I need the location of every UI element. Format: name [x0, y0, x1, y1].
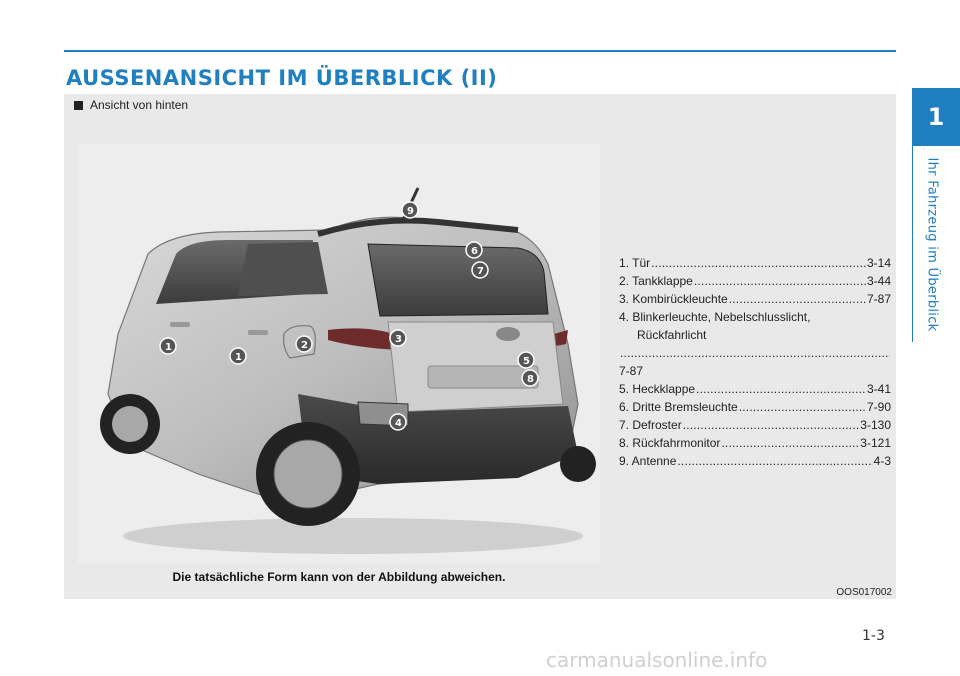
rear-rim [274, 440, 342, 508]
brand-emblem [496, 327, 520, 341]
legend-item: 9. Antenne ..... 4-3 [619, 452, 891, 470]
view-label-text: Ansicht von hinten [90, 98, 189, 112]
svg-text:4: 4 [395, 418, 402, 429]
legend-item: 7. Defroster ..... 3-130 [619, 416, 891, 434]
svg-text:9: 9 [407, 206, 414, 217]
callout-1b [230, 348, 246, 364]
rear-window [368, 244, 548, 316]
car-rear-illustration [78, 144, 600, 564]
callout-7 [472, 262, 488, 278]
callout-4 [390, 414, 406, 430]
legend-item: 3. Kombirückleuchte ..... 7-87 [619, 290, 891, 308]
svg-text:3: 3 [395, 334, 402, 345]
figure-caption: Die tatsächliche Form kann von der Abbildung abweichen. [172, 570, 506, 584]
callout-8 [522, 370, 538, 386]
callout-6 [466, 242, 482, 258]
callout-9 [402, 202, 418, 218]
svg-text:8: 8 [527, 374, 534, 385]
side-rule [912, 146, 913, 342]
svg-text:2: 2 [301, 340, 308, 351]
square-bullet-icon [74, 101, 83, 110]
side-window-rear [238, 242, 328, 296]
header-rule [64, 50, 896, 52]
page-number: 1-3 [862, 628, 885, 644]
view-label [74, 98, 188, 112]
svg-text:1: 1 [165, 342, 172, 353]
callout-1a [160, 338, 176, 354]
callout-5 [518, 352, 534, 368]
page-title: AUSSENANSICHT IM ÜBERBLICK (II) [66, 66, 498, 90]
image-code: OOS017002 [836, 587, 892, 598]
door-handle-front [170, 322, 190, 327]
legend-item: 4. Blinkerleuchte, Nebelschlusslicht, Rückfahrlicht ..... 7-87 [619, 308, 891, 380]
chapter-tab[interactable] [912, 88, 960, 146]
svg-text:6: 6 [471, 246, 478, 257]
svg-text:1: 1 [235, 352, 242, 363]
car-shadow [123, 518, 583, 554]
chapter-number: 1 [927, 103, 945, 131]
svg-text:5: 5 [523, 356, 530, 367]
legend-item: 6. Dritte Bremsleuchte ..... 7-90 [619, 398, 891, 416]
svg-text:7: 7 [477, 266, 484, 277]
chapter-title: Ihr Fahrzeug im Überblick [924, 157, 940, 331]
callout-3 [390, 330, 406, 346]
legend-item: 1. Tür ..... 3-14 [619, 254, 891, 272]
legend-item: 8. Rückfahrmonitor ..... 3-121 [619, 434, 891, 452]
legend-item: 5. Heckklappe ..... 3-41 [619, 380, 891, 398]
parts-legend [619, 254, 891, 470]
watermark: carmanualsonline.info [546, 648, 768, 672]
figure-panel [64, 94, 896, 599]
legend-item: 2. Tankklappe ..... 3-44 [619, 272, 891, 290]
far-wheel [560, 446, 596, 482]
chapter-title-vertical [920, 146, 944, 342]
callout-2 [296, 336, 312, 352]
door-handle-rear [248, 330, 268, 335]
front-rim [112, 406, 148, 442]
car-rear-svg [78, 144, 600, 564]
